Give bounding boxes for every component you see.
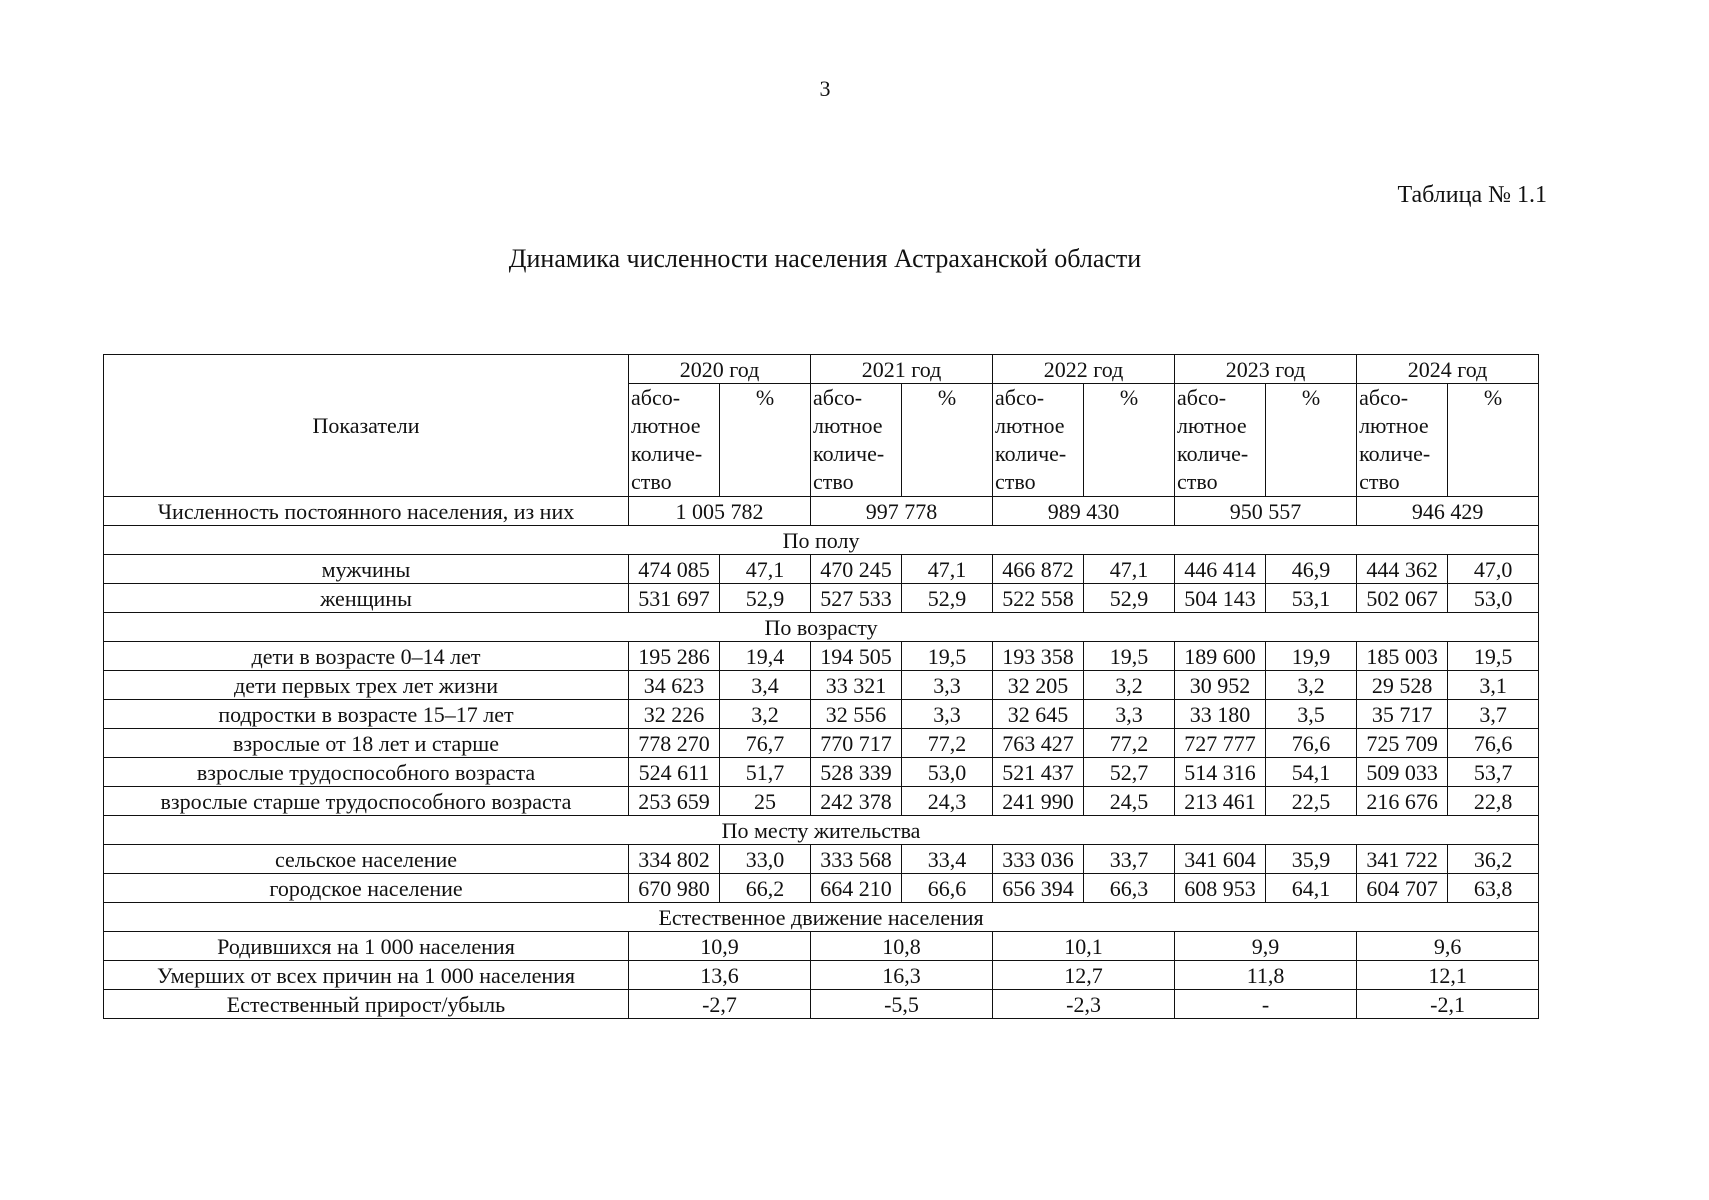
abs-value: 778 270 — [629, 729, 720, 758]
header-row-years — [104, 355, 1539, 384]
abs-value: 514 316 — [1175, 758, 1266, 787]
row-label: городское население — [104, 874, 629, 903]
abs-value: 33 180 — [1175, 700, 1266, 729]
abs-value: 35 717 — [1357, 700, 1448, 729]
abs-value: 656 394 — [993, 874, 1084, 903]
percent-value: 3,2 — [1266, 671, 1357, 700]
percent-value: 52,9 — [902, 584, 993, 613]
table-row — [104, 961, 1539, 990]
percent-value: 33,7 — [1084, 845, 1175, 874]
percent-value: 47,1 — [1084, 555, 1175, 584]
abs-value: 32 556 — [811, 700, 902, 729]
abs-value: 29 528 — [1357, 671, 1448, 700]
abs-count-header — [629, 384, 720, 497]
percent-header: % — [1084, 384, 1175, 497]
percent-value: 36,2 — [1448, 845, 1539, 874]
section-title: Естественное движение населения — [104, 903, 1539, 932]
abs-value: 213 461 — [1175, 787, 1266, 816]
row-label: мужчины — [104, 555, 629, 584]
row-label: женщины — [104, 584, 629, 613]
abs-value: 185 003 — [1357, 642, 1448, 671]
table-row — [104, 932, 1539, 961]
abs-value: 32 645 — [993, 700, 1084, 729]
percent-value: 3,2 — [1084, 671, 1175, 700]
percent-value: 3,1 — [1448, 671, 1539, 700]
percent-header: % — [720, 384, 811, 497]
abs-value: 470 245 — [811, 555, 902, 584]
year-header: 2023 год — [1175, 355, 1357, 384]
year-header: 2020 год — [629, 355, 811, 384]
table-row — [104, 729, 1539, 758]
rate-value: -5,5 — [811, 990, 993, 1019]
section-title: По полу — [104, 526, 1539, 555]
rate-value: 10,1 — [993, 932, 1175, 961]
indicator-header: Показатели — [104, 355, 629, 497]
abs-value: 193 358 — [993, 642, 1084, 671]
percent-value: 51,7 — [720, 758, 811, 787]
abs-value: 333 036 — [993, 845, 1084, 874]
row-label: подростки в возрасте 15–17 лет — [104, 700, 629, 729]
abs-label-line: лютное — [813, 413, 883, 438]
percent-value: 3,7 — [1448, 700, 1539, 729]
percent-value: 76,6 — [1448, 729, 1539, 758]
abs-value: 502 067 — [1357, 584, 1448, 613]
percent-value: 76,7 — [720, 729, 811, 758]
abs-label-line: лютное — [1359, 413, 1429, 438]
abs-label-line: ство — [1177, 469, 1218, 494]
percent-value: 19,5 — [902, 642, 993, 671]
percent-value: 52,9 — [720, 584, 811, 613]
table-row — [104, 845, 1539, 874]
row-label: Родившихся на 1 000 населения — [104, 932, 629, 961]
percent-value: 3,3 — [902, 671, 993, 700]
abs-value: 531 697 — [629, 584, 720, 613]
row-label: взрослые старше трудоспособного возраста — [104, 787, 629, 816]
rate-value: -2,1 — [1357, 990, 1539, 1019]
table-row — [104, 787, 1539, 816]
rate-value: 12,7 — [993, 961, 1175, 990]
percent-header: % — [902, 384, 993, 497]
percent-value: 25 — [720, 787, 811, 816]
percent-value: 47,1 — [720, 555, 811, 584]
percent-value: 77,2 — [902, 729, 993, 758]
page-number: 3 — [819, 76, 831, 101]
abs-value: 527 533 — [811, 584, 902, 613]
percent-value: 24,5 — [1084, 787, 1175, 816]
percent-value: 53,0 — [902, 758, 993, 787]
abs-label-line: ство — [631, 469, 672, 494]
abs-label-line: ство — [813, 469, 854, 494]
rate-value: 11,8 — [1175, 961, 1357, 990]
percent-value: 3,5 — [1266, 700, 1357, 729]
percent-value: 33,0 — [720, 845, 811, 874]
row-label: Умерших от всех причин на 1 000 населения — [104, 961, 629, 990]
percent-value: 19,5 — [1084, 642, 1175, 671]
abs-label-line: лютное — [631, 413, 701, 438]
percent-value: 19,9 — [1266, 642, 1357, 671]
row-label: Численность постоянного населения, из них — [104, 497, 629, 526]
rate-value: 10,9 — [629, 932, 811, 961]
percent-value: 19,4 — [720, 642, 811, 671]
abs-value: 444 362 — [1357, 555, 1448, 584]
abs-label-line: абсо- — [1359, 385, 1409, 410]
abs-label-line: количе- — [813, 441, 885, 466]
rate-value: 9,6 — [1357, 932, 1539, 961]
percent-value: 47,0 — [1448, 555, 1539, 584]
percent-value: 53,7 — [1448, 758, 1539, 787]
percent-value: 64,1 — [1266, 874, 1357, 903]
row-label: сельское население — [104, 845, 629, 874]
table-row — [104, 497, 1539, 526]
abs-value: 242 378 — [811, 787, 902, 816]
percent-value: 54,1 — [1266, 758, 1357, 787]
row-label: взрослые трудоспособного возраста — [104, 758, 629, 787]
percent-value: 3,3 — [1084, 700, 1175, 729]
percent-value: 52,7 — [1084, 758, 1175, 787]
percent-value: 47,1 — [902, 555, 993, 584]
percent-value: 63,8 — [1448, 874, 1539, 903]
abs-value: 33 321 — [811, 671, 902, 700]
percent-value: 66,6 — [902, 874, 993, 903]
row-label: взрослые от 18 лет и старше — [104, 729, 629, 758]
percent-header: % — [1266, 384, 1357, 497]
abs-label-line: ство — [1359, 469, 1400, 494]
rate-value: 10,8 — [811, 932, 993, 961]
section-header-row — [104, 816, 1539, 845]
abs-count-header — [1175, 384, 1266, 497]
abs-value: 474 085 — [629, 555, 720, 584]
abs-value: 504 143 — [1175, 584, 1266, 613]
abs-value: 341 722 — [1357, 845, 1448, 874]
table-row — [104, 642, 1539, 671]
rate-value: 9,9 — [1175, 932, 1357, 961]
abs-value: 524 611 — [629, 758, 720, 787]
abs-label-line: лютное — [995, 413, 1065, 438]
abs-count-header — [993, 384, 1084, 497]
table-row — [104, 584, 1539, 613]
abs-value: 528 339 — [811, 758, 902, 787]
total-value: 997 778 — [811, 497, 993, 526]
percent-value: 77,2 — [1084, 729, 1175, 758]
table-row — [104, 874, 1539, 903]
rate-value: -2,7 — [629, 990, 811, 1019]
abs-value: 608 953 — [1175, 874, 1266, 903]
percent-value: 3,2 — [720, 700, 811, 729]
abs-value: 194 505 — [811, 642, 902, 671]
abs-value: 30 952 — [1175, 671, 1266, 700]
section-title: По месту жительства — [104, 816, 1539, 845]
abs-value: 34 623 — [629, 671, 720, 700]
rate-value: 13,6 — [629, 961, 811, 990]
section-header-row — [104, 526, 1539, 555]
percent-value: 76,6 — [1266, 729, 1357, 758]
year-header: 2021 год — [811, 355, 993, 384]
percent-value: 24,3 — [902, 787, 993, 816]
abs-label-line: абсо- — [813, 385, 863, 410]
abs-label-line: абсо- — [995, 385, 1045, 410]
abs-value: 522 558 — [993, 584, 1084, 613]
rate-value: 16,3 — [811, 961, 993, 990]
table-title: Динамика численности населения Астраханской области — [508, 244, 1142, 273]
section-title: По возрасту — [104, 613, 1539, 642]
table-row — [104, 671, 1539, 700]
abs-value: 195 286 — [629, 642, 720, 671]
abs-value: 664 210 — [811, 874, 902, 903]
abs-value: 763 427 — [993, 729, 1084, 758]
table-reference: Таблица № 1.1 — [1397, 182, 1547, 208]
abs-count-header — [1357, 384, 1448, 497]
section-header-row — [104, 613, 1539, 642]
percent-value: 33,4 — [902, 845, 993, 874]
percent-value: 66,3 — [1084, 874, 1175, 903]
percent-value: 22,8 — [1448, 787, 1539, 816]
year-header: 2022 год — [993, 355, 1175, 384]
row-label: дети в возрасте 0–14 лет — [104, 642, 629, 671]
row-label: Естественный прирост/убыль — [104, 990, 629, 1019]
abs-label-line: абсо- — [1177, 385, 1227, 410]
abs-value: 521 437 — [993, 758, 1084, 787]
abs-value: 253 659 — [629, 787, 720, 816]
rate-value: - — [1175, 990, 1357, 1019]
percent-header: % — [1448, 384, 1539, 497]
abs-value: 466 872 — [993, 555, 1084, 584]
abs-value: 509 033 — [1357, 758, 1448, 787]
percent-value: 53,1 — [1266, 584, 1357, 613]
total-value: 1 005 782 — [629, 497, 811, 526]
rate-value: 12,1 — [1357, 961, 1539, 990]
population-table — [103, 354, 1539, 1019]
section-header-row — [104, 903, 1539, 932]
abs-value: 241 990 — [993, 787, 1084, 816]
table-row — [104, 990, 1539, 1019]
abs-value: 189 600 — [1175, 642, 1266, 671]
abs-value: 341 604 — [1175, 845, 1266, 874]
abs-value: 770 717 — [811, 729, 902, 758]
abs-count-header — [811, 384, 902, 497]
total-value: 946 429 — [1357, 497, 1539, 526]
abs-value: 333 568 — [811, 845, 902, 874]
abs-value: 604 707 — [1357, 874, 1448, 903]
abs-value: 446 414 — [1175, 555, 1266, 584]
abs-value: 727 777 — [1175, 729, 1266, 758]
abs-value: 334 802 — [629, 845, 720, 874]
percent-value: 66,2 — [720, 874, 811, 903]
abs-value: 725 709 — [1357, 729, 1448, 758]
abs-label-line: количе- — [631, 441, 703, 466]
total-value: 989 430 — [993, 497, 1175, 526]
percent-value: 35,9 — [1266, 845, 1357, 874]
abs-label-line: абсо- — [631, 385, 681, 410]
row-label: дети первых трех лет жизни — [104, 671, 629, 700]
percent-value: 3,4 — [720, 671, 811, 700]
abs-value: 32 205 — [993, 671, 1084, 700]
table-row — [104, 758, 1539, 787]
percent-value: 52,9 — [1084, 584, 1175, 613]
abs-label-line: количе- — [1177, 441, 1249, 466]
total-value: 950 557 — [1175, 497, 1357, 526]
percent-value: 22,5 — [1266, 787, 1357, 816]
abs-label-line: лютное — [1177, 413, 1247, 438]
percent-value: 3,3 — [902, 700, 993, 729]
abs-value: 670 980 — [629, 874, 720, 903]
abs-label-line: количе- — [1359, 441, 1431, 466]
table-row — [104, 555, 1539, 584]
percent-value: 19,5 — [1448, 642, 1539, 671]
percent-value: 46,9 — [1266, 555, 1357, 584]
table-row — [104, 700, 1539, 729]
rate-value: -2,3 — [993, 990, 1175, 1019]
year-header: 2024 год — [1357, 355, 1539, 384]
abs-label-line: количе- — [995, 441, 1067, 466]
abs-label-line: ство — [995, 469, 1036, 494]
abs-value: 32 226 — [629, 700, 720, 729]
percent-value: 53,0 — [1448, 584, 1539, 613]
abs-value: 216 676 — [1357, 787, 1448, 816]
